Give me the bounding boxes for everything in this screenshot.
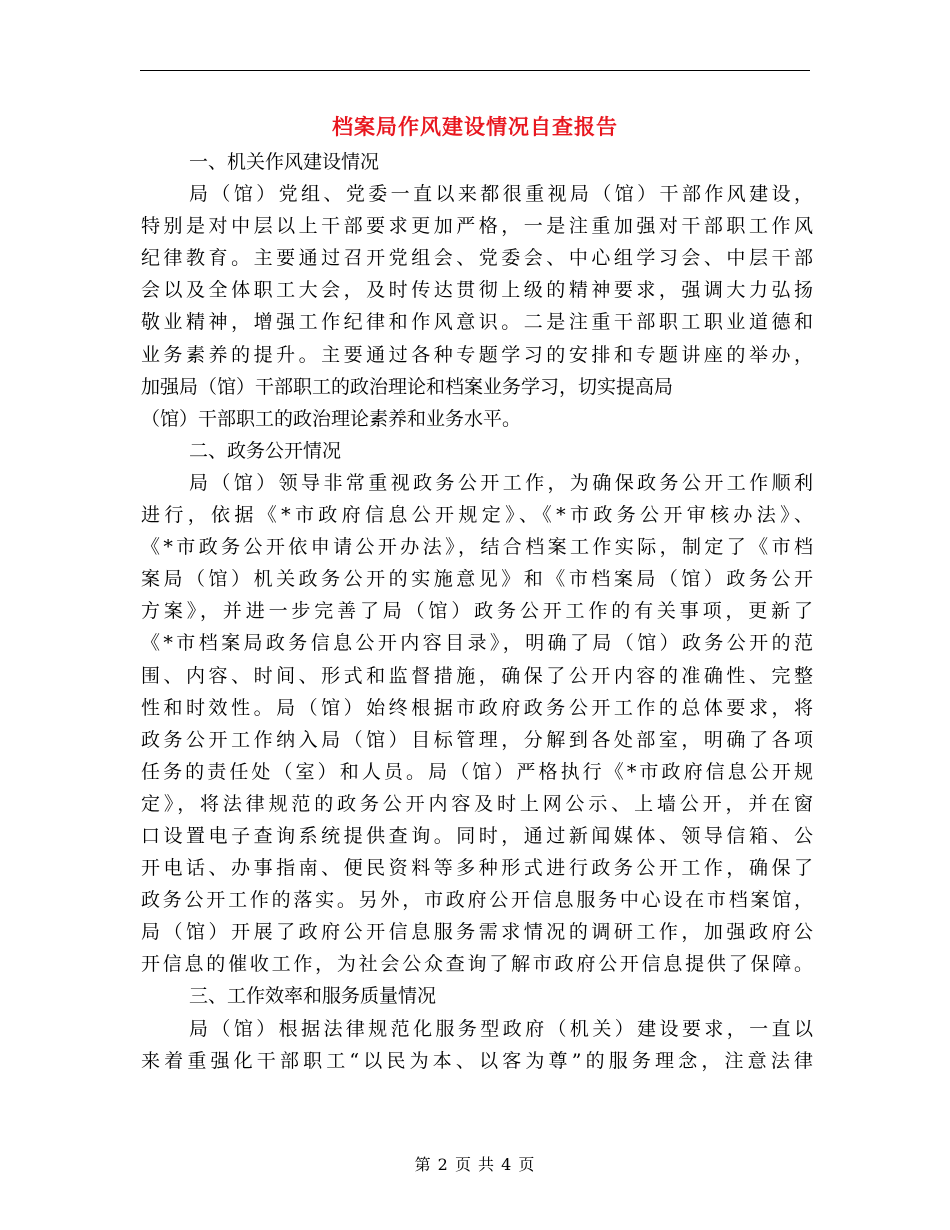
paragraph-line: 方案》，并进一步完善了局（馆）政务公开工作的有关事项，更新了 xyxy=(141,600,813,623)
paragraph-line: 开信息的催收工作，为社会公众查询了解市政府公开信息提供了保障。 xyxy=(141,953,813,976)
paragraph-line: 来着重强化干部职工“以民为本、以客为尊”的服务理念，注意法律 xyxy=(141,1049,813,1072)
paragraph-line: 《*市档案局政务信息公开内容目录》，明确了局（馆）政务公开的范 xyxy=(141,632,813,655)
paragraph-line: 会以及全体职工大会，及时传达贯彻上级的精神要求，强调大力弘扬 xyxy=(141,279,813,302)
paragraph-line: 任务的责任处（室）和人员。局（馆）严格执行《*市政府信息公开规 xyxy=(141,760,813,783)
paragraph-line: 定》，将法律规范的政务公开内容及时上网公示、上墙公开，并在窗 xyxy=(141,792,813,815)
paragraph-line: 口设置电子查询系统提供查询。同时，通过新闻媒体、领导信箱、公 xyxy=(141,824,813,847)
section-heading: 二、政务公开情况 xyxy=(189,439,342,462)
paragraph-line: 开电话、办事指南、便民资料等多种形式进行政务公开工作，确保了 xyxy=(141,857,813,880)
paragraph-line: 进行，依据《*市政府信息公开规定》、《*市政务公开审核办法》、 xyxy=(141,504,813,527)
paragraph-line: 纪律教育。主要通过召开党组会、党委会、中心组学习会、中层干部 xyxy=(141,247,813,270)
document-title: 档案局作风建设情况自查报告 xyxy=(332,114,618,139)
paragraph-line: 局（馆）党组、党委一直以来都很重视局（馆）干部作风建设， xyxy=(189,183,813,206)
document-body xyxy=(141,146,813,1077)
paragraph-line: 案局（馆）机关政务公开的实施意见》和《市档案局（馆）政务公开 xyxy=(141,568,813,591)
paragraph-line: 政务公开工作的落实。另外，市政府公开信息服务中心设在市档案馆， xyxy=(141,889,813,912)
page-number: 第 2 页 共 4 页 xyxy=(414,1155,536,1174)
paragraph-line: （馆）干部职工的政治理论素养和业务水平。 xyxy=(141,407,522,430)
paragraph-line: 性和时效性。局（馆）始终根据市政府政务公开工作的总体要求，将 xyxy=(141,696,813,719)
paragraph-line: 敬业精神，增强工作纪律和作风意识。二是注重干部职工职业道德和 xyxy=(141,311,813,334)
paragraph-line: 政务公开工作纳入局（馆）目标管理，分解到各处部室，明确了各项 xyxy=(141,728,813,751)
paragraph-line: 局（馆）领导非常重视政务公开工作，为确保政务公开工作顺利 xyxy=(189,471,813,494)
section-heading: 一、机关作风建设情况 xyxy=(189,151,380,173)
paragraph-line: 业务素养的提升。主要通过各种专题学习的安排和专题讲座的举办， xyxy=(141,343,813,366)
paragraph-line: 特别是对中层以上干部要求更加严格，一是注重加强对干部职工作风 xyxy=(141,215,813,238)
header-rule xyxy=(140,70,810,71)
paragraph-line: 《*市政务公开依申请公开办法》，结合档案工作实际，制定了《市档 xyxy=(141,536,813,559)
paragraph-line: 局（馆）根据法律规范化服务型政府（机关）建设要求，一直以 xyxy=(189,1017,813,1040)
paragraph-line: 加强局（馆）干部职工的政治理论和档案业务学习，切实提高局 xyxy=(141,375,674,398)
section-heading: 三、工作效率和服务质量情况 xyxy=(189,985,437,1008)
paragraph-line: 局（馆）开展了政府公开信息服务需求情况的调研工作，加强政府公 xyxy=(141,921,813,944)
paragraph-line: 围、内容、时间、形式和监督措施，确保了公开内容的准确性、完整 xyxy=(141,664,813,687)
